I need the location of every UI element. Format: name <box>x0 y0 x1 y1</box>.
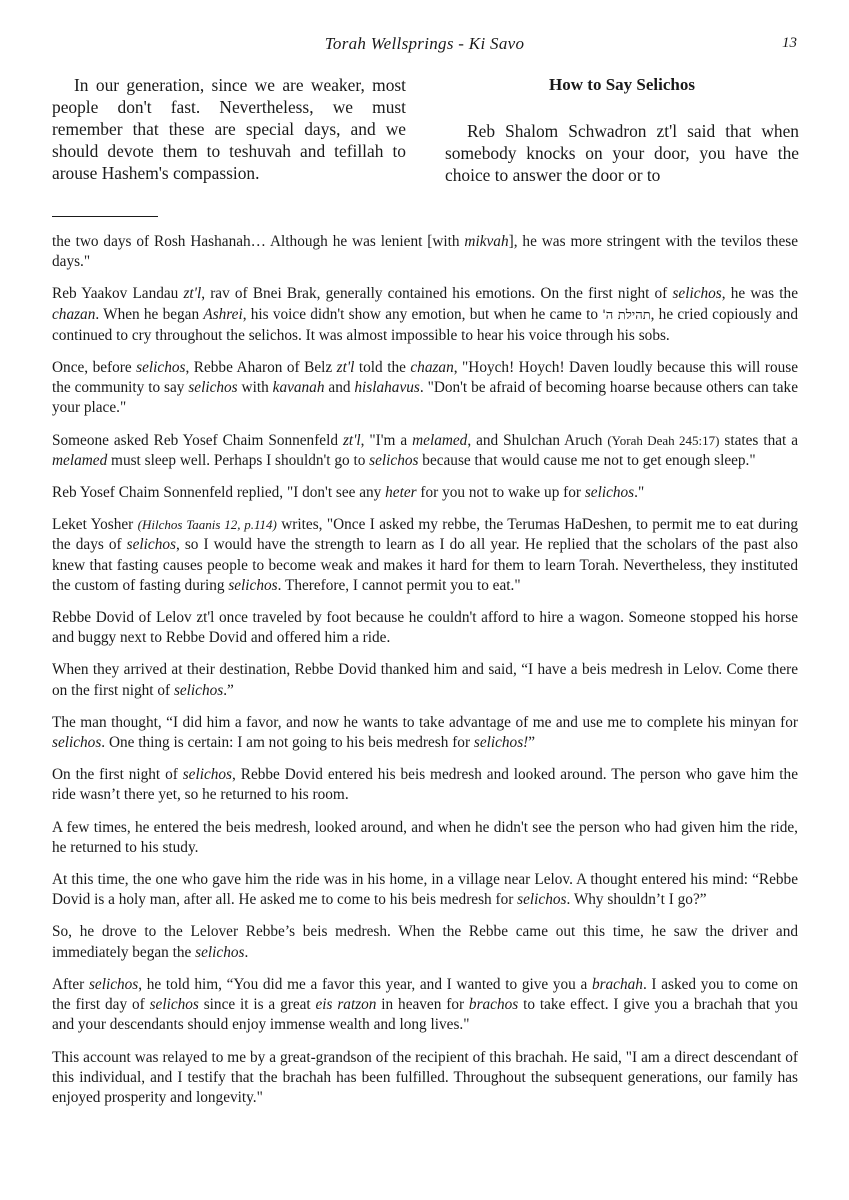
left-column <box>52 74 406 184</box>
body-paragraph: Reb Shalom Schwadron zt'l said that when somebody knocks on your door, you have the choice to answer the door or to <box>445 121 799 185</box>
footnote-paragraph: So, he drove to the Lelover Rebbe’s beis medresh. When the Rebbe came out this time, he saw the driver and immediately began the selichos. <box>52 923 798 961</box>
footnote-paragraph: At this time, the one who gave him the ride was in his home, in a village near Lelov. A thought entered his mind: “Rebbe Dovid is a holy man, after all. He asked me to come to his beis medresh for selichos. Why shouldn’t I go?” <box>52 871 798 909</box>
footnotes-section <box>52 232 798 1120</box>
footnote-paragraph: Once, before selichos, Rebbe Aharon of Belz zt'l told the chazan, "Hoych! Hoych! Daven loudly because this will rouse the community to say selichos with kavanah and hislahavus. "Don't be afraid of becoming hoarse because others can take your place." <box>52 359 798 417</box>
footnote-paragraph: This account was relayed to me by a great-grandson of the recipient of this brachah. He said, "I am a direct descendant of this individual, and I testify that the brachah has been fulfilled. Throughout the subsequent generations, our family has enjoyed prosperity and longevity." <box>52 1048 798 1106</box>
page-number: 13 <box>782 35 797 51</box>
footnote-paragraph: On the first night of selichos, Rebbe Dovid entered his beis medresh and looked around. The person who gave him the ride wasn’t there yet, so he returned to his room. <box>52 766 798 804</box>
section-heading: How to Say Selichos <box>549 75 695 94</box>
footnote-divider <box>52 216 158 217</box>
footnote-paragraph: After selichos, he told him, “You did me a favor this year, and I wanted to give you a brachah. I asked you to come on the first day of selichos since it is a great eis ratzon in heaven for brachos to take effect. I give you a brachah that you and your descendants should enjoy immense wealth and long lives." <box>52 975 798 1034</box>
footnote-paragraph: Leket Yosher (Hilchos Taanis 12, p.114) writes, "Once I asked my rebbe, the Terumas HaDeshen, to permit me to eat during the days of selichos, so I would have the strength to learn as I do all year. He replied that the scholars of the past also knew that fasting causes people to become weak and makes it hard for them to learn Torah. Nevertheless, they instituted the custom of fasting during selichos. Therefore, I cannot permit you to eat." <box>52 516 799 594</box>
footnote-paragraph: When they arrived at their destination, Rebbe Dovid thanked him and said, “I have a beis medresh in Lelov. Come there on the first night of selichos.” <box>52 661 798 699</box>
right-column <box>445 74 799 186</box>
running-header <box>52 34 797 56</box>
header-title: Torah Wellsprings - Ki Savo <box>324 34 525 53</box>
hebrew-text: תהילת ה' <box>602 307 651 323</box>
footnote-paragraph: Reb Yosef Chaim Sonnenfeld replied, "I don't see any heter for you not to wake up for selichos." <box>52 484 645 502</box>
footnote-paragraph: Someone asked Reb Yosef Chaim Sonnenfeld zt'l, "I'm a melamed, and Shulchan Aruch (Yorah Deah 245:17) states that a melamed must sleep well. Perhaps I shouldn't go to selichos because that would cause me not to get enough sleep." <box>52 431 798 469</box>
footnote-paragraph: Reb Yaakov Landau zt'l, rav of Bnei Brak, generally contained his emotions. On the first night of selichos, he was the chazan. When he began Ashrei, his voice didn't show any emotion, but when he came to תהילת ה', he cried copiously and continued to cry throughout the selichos. It was almost impossible to hear his voice through his sobs. <box>52 285 798 344</box>
footnote-paragraph: The man thought, “I did him a favor, and now he wants to take advantage of me and use me to complete his minyan for selichos. One thing is certain: I am not going to his beis medresh for selichos!” <box>52 713 798 752</box>
footnote-paragraph: the two days of Rosh Hashanah… Although he was lenient [with mikvah], he was more stringent with the tevilos these days." <box>52 233 798 271</box>
body-paragraph: In our generation, since we are weaker, most people don't fast. Nevertheless, we must remember that these are special days, and we should devote them to teshuvah and tefillah to arouse Hashem's compassion. <box>52 75 406 183</box>
footnote-paragraph: Rebbe Dovid of Lelov zt'l once traveled by foot because he couldn't afford to hire a wagon. Someone stopped his horse and buggy next to Rebbe Dovid and offered him a ride. <box>52 609 798 647</box>
footnote-paragraph: A few times, he entered the beis medresh, looked around, and when he didn't see the person who had given him the ride, he returned to his study. <box>52 818 798 856</box>
